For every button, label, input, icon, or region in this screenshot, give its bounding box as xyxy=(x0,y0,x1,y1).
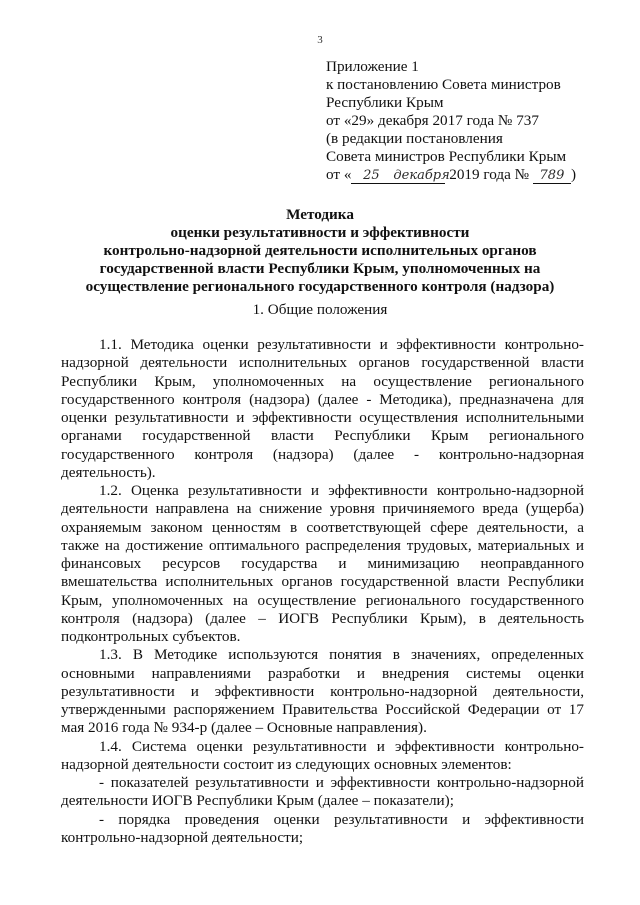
section-heading: 1. Общие положения xyxy=(252,301,388,318)
document-title xyxy=(50,206,590,296)
date-middle: 2019 года № xyxy=(449,166,530,183)
date-suffix: ) xyxy=(570,166,577,183)
paragraph: 1.2. Оценка результативности и эффективности контрольно-надзорной деятельности направлена на снижение уровня причиняемого вреда (ущерба) охраняемым законом ценностям в соответствующей сфере деятельности, а также на достижение оптимального распределения трудовых, материальных и финансовых ресурсов государства и минимизацию неоправданного вмешательства исполнительных органов государственной власти Республики Крым, уполномоченных на осуществление регионального государственного контроля (надзора) (далее – ИОГВ Республики Крым), в деятельность подконтрольных субъектов. xyxy=(61,482,584,645)
appendix-line: Республики Крым xyxy=(326,94,444,111)
handwritten-day: 25 xyxy=(351,168,391,184)
paragraph: 1.3. В Методике используются понятия в значениях, определенных основными направлениями разработки и внедрения системы оценки результативности и эффективности контрольно-надзорной деятельности, утвержденными распоряжением Правительства Российской Федерации от 17 мая 2016 года № 934-р (далее – Основные направления). xyxy=(61,646,584,737)
appendix-line: к постановлению Совета министров xyxy=(326,76,561,93)
paragraph: - порядка проведения оценки результативности и эффективности контрольно-надзорной деятельности; xyxy=(61,810,584,846)
title-line: контрольно-надзорной деятельности исполнительных органов xyxy=(103,242,537,259)
paragraph: 1.4. Система оценки результативности и эффективности контрольно-надзорной деятельности состоит из следующих основных элементов: xyxy=(61,737,584,773)
appendix-line: от «29» декабря 2017 года № 737 xyxy=(326,112,539,129)
date-prefix: от « xyxy=(326,166,352,183)
appendix-date-line xyxy=(326,166,626,184)
title-line: государственной власти Республики Крым, уполномоченных на xyxy=(99,260,541,277)
appendix-line: Совета министров Республики Крым xyxy=(326,148,567,165)
handwritten-month: декабря xyxy=(393,168,450,183)
appendix-line: Приложение 1 xyxy=(326,58,419,75)
appendix-line: (в редакции постановления xyxy=(326,130,503,147)
handwritten-number: 789 xyxy=(533,168,571,184)
page-number: 3 xyxy=(317,34,323,46)
paragraph: 1.1. Методика оценки результативности и эффективности контрольно-надзорной деятельности исполнительных органов государственной власти Республики Крым, уполномоченных на осуществление регионального государственного контроля (надзора) (далее - Методика), предназначена для оценки результативности и эффективности осуществления исполнительными органами государственной власти Республики Крым регионального государственного контроля (надзора) (далее - контрольно-надзорная деятельность). xyxy=(61,336,584,481)
appendix-block xyxy=(326,58,626,184)
title-line: оценки результативности и эффективности xyxy=(170,224,470,241)
title-line: осуществление регионального государственного контроля (надзора) xyxy=(85,278,555,295)
paragraph: - показателей результативности и эффективности контрольно-надзорной деятельности ИОГВ Республики Крым (далее – показатели); xyxy=(61,774,584,810)
document-body xyxy=(61,336,584,847)
title-line: Методика xyxy=(286,206,354,223)
